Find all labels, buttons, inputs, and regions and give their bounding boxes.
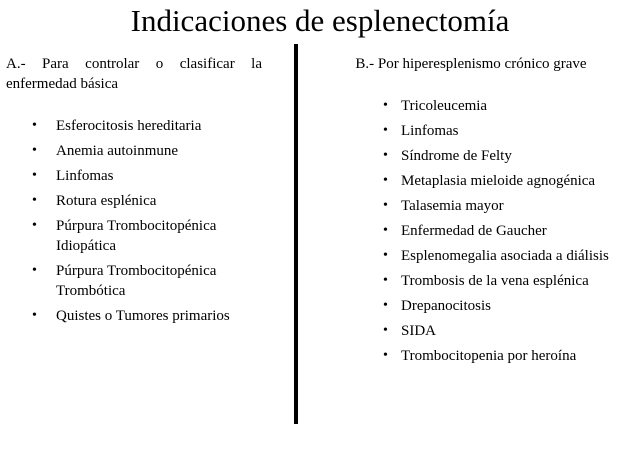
list-item-text: Enfermedad de Gaucher [401,223,547,239]
bullet-icon: • [32,143,37,158]
list-item [308,196,634,216]
bullet-icon: • [32,168,37,183]
list-item-text: Drepanocitosis [401,298,491,314]
list-item-text: Rotura esplénica [56,193,157,209]
list-item [308,96,634,116]
list-item [6,116,262,136]
list-item [6,306,262,326]
column-b-list [308,96,634,366]
column-divider [294,44,298,424]
list-item-text: Síndrome de Felty [401,148,512,164]
bullet-icon: • [383,223,388,238]
column-b [308,54,634,371]
list-item [308,271,634,291]
list-item-text: Anemia autoinmune [56,143,179,159]
bullet-icon: • [383,298,388,313]
bullet-icon: • [383,198,388,213]
bullet-icon: • [383,148,388,163]
column-a [6,54,262,331]
bullet-icon: • [383,273,388,288]
list-item-text: Linfomas [401,123,459,139]
slide-title: Indicaciones de esplenectomía [130,3,510,38]
bullet-icon: • [32,308,37,323]
list-item-text: Esplenomegalia asociada a diálisis [401,248,609,264]
bullet-icon: • [383,98,388,113]
bullet-icon: • [32,263,37,278]
bullet-icon: • [32,193,37,208]
list-item [6,216,262,256]
list-item-text: Linfomas [56,168,114,184]
list-item-text: Púrpura Trombocitopénica Trombótica [56,263,217,299]
list-item-text: Trombocitopenia por heroína [401,348,577,364]
column-a-list [6,116,262,326]
bullet-icon: • [383,348,388,363]
bullet-icon: • [383,123,388,138]
list-item-text: Trombosis de la vena esplénica [401,273,589,289]
bullet-icon: • [383,248,388,263]
list-item-text: SIDA [401,323,437,339]
list-item [308,121,634,141]
list-item [308,321,634,341]
column-a-heading: A.- Para controlar o clasificar la enfermedad básica [6,56,262,92]
list-item [308,221,634,241]
bullet-icon: • [383,323,388,338]
list-item [6,166,262,186]
list-item-text: Púrpura Trombocitopénica Idiopática [56,218,217,254]
list-item-text: Quistes o Tumores primarios [56,308,230,324]
column-b-heading: B.- Por hiperesplenismo crónico grave [355,56,587,72]
list-item [308,346,634,366]
list-item [308,246,634,266]
bullet-icon: • [32,218,37,233]
list-item-text: Metaplasia mieloide agnogénica [401,173,596,189]
bullet-icon: • [383,173,388,188]
list-item [308,171,634,191]
bullet-icon: • [32,118,37,133]
list-item [6,141,262,161]
list-item [308,296,634,316]
list-item [6,261,262,301]
list-item-text: Esferocitosis hereditaria [56,118,202,134]
list-item [6,191,262,211]
list-item-text: Talasemia mayor [401,198,504,214]
list-item [308,146,634,166]
list-item-text: Tricoleucemia [401,98,488,114]
